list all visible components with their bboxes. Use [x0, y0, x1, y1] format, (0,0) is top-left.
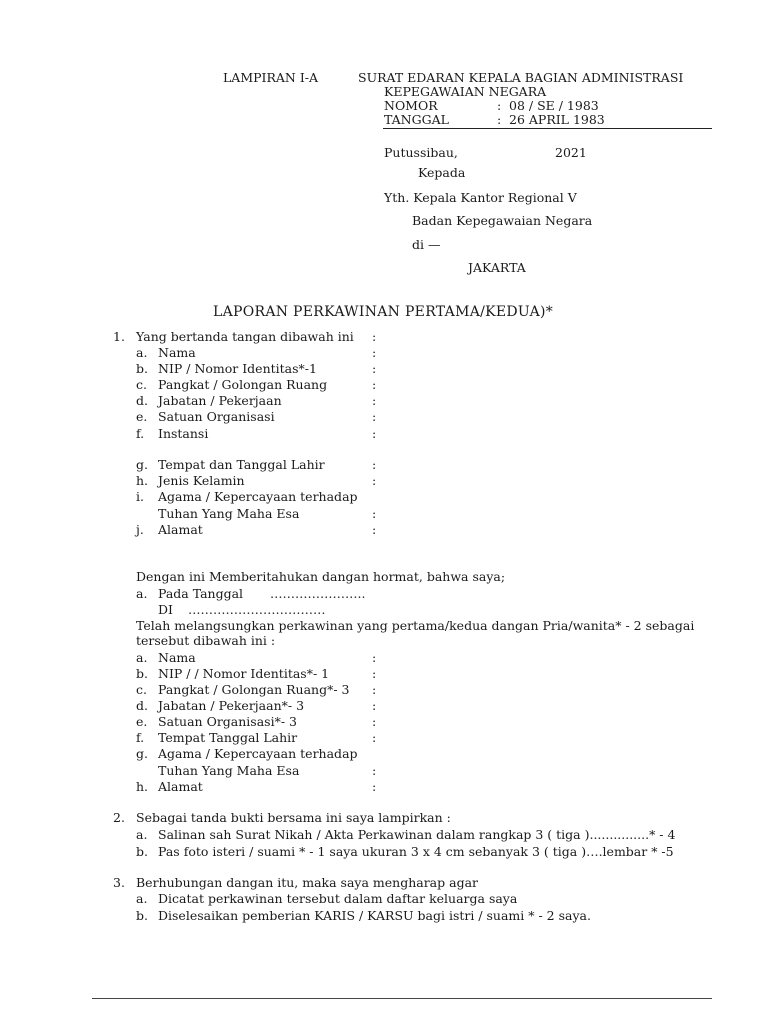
- field-label: Pangkat / Golongan Ruang*- 3: [158, 682, 350, 697]
- section1-colon: :: [372, 329, 377, 344]
- lampiran-label: LAMPIRAN I-A: [223, 70, 319, 85]
- attachment-letter: b.: [136, 844, 148, 859]
- header-divider: [383, 128, 712, 129]
- request-item: Dicatat perkawinan tersebut dalam daftar keluarga saya: [158, 891, 518, 906]
- field-letter: g.: [136, 746, 148, 761]
- field-letter: j.: [136, 522, 144, 537]
- request-letter: a.: [136, 891, 148, 906]
- nomor-separator: :: [497, 98, 502, 113]
- field-label: Tempat Tanggal Lahir: [158, 730, 298, 745]
- field-label: Jabatan / Pekerjaan: [158, 393, 282, 408]
- field-letter: f.: [136, 426, 145, 441]
- tanggal-separator: :: [497, 112, 502, 127]
- field-letter: f.: [136, 730, 145, 745]
- pada-tanggal-dots: …………………..: [270, 586, 366, 601]
- field-colon: :: [372, 393, 377, 408]
- field-colon: :: [372, 426, 377, 441]
- field-letter: a.: [136, 650, 148, 665]
- section1-intro: Yang bertanda tangan dibawah ini: [136, 329, 354, 344]
- field-label: Tempat dan Tanggal Lahir: [158, 457, 325, 472]
- field-colon: :: [372, 377, 377, 392]
- field-label: Jabatan / Pekerjaan*- 3: [158, 698, 305, 713]
- pada-tanggal-label: Pada Tanggal: [158, 586, 244, 601]
- footer-divider: [92, 998, 712, 999]
- field-letter: e.: [136, 409, 148, 424]
- field-colon: :: [372, 473, 377, 488]
- field-letter: c.: [136, 682, 147, 697]
- field-colon: :: [372, 409, 377, 424]
- field-letter: b.: [136, 666, 148, 681]
- field-label: Satuan Organisasi: [158, 409, 275, 424]
- agency-line: Badan Kepegawaian Negara: [412, 213, 593, 228]
- field-colon: :: [372, 698, 377, 713]
- notice-line2: tersebut dibawah ini :: [136, 633, 276, 648]
- field-letter: d.: [136, 393, 148, 408]
- field-colon: :: [372, 682, 377, 697]
- field-colon: :: [372, 522, 377, 537]
- year-label: 2021: [555, 145, 587, 160]
- field-letter: g.: [136, 457, 148, 472]
- kepada-label: Kepada: [418, 165, 466, 180]
- field-label: Nama: [158, 650, 196, 665]
- field-colon: :: [372, 714, 377, 729]
- field-label: Instansi: [158, 426, 209, 441]
- di-line: di —: [412, 237, 441, 252]
- di-label: DI: [158, 602, 173, 617]
- section3-number: 3.: [113, 875, 125, 890]
- tanggal-label: TANGGAL: [384, 112, 449, 127]
- nomor-label: NOMOR: [384, 98, 438, 113]
- notice-a-letter: a.: [136, 586, 148, 601]
- di-dots: ……………………………: [188, 602, 326, 617]
- surat-edaran-line1: SURAT EDARAN KEPALA BAGIAN ADMINISTRASI: [358, 70, 684, 85]
- field-label: Alamat: [158, 779, 203, 794]
- field-colon: :: [372, 763, 377, 778]
- field-letter: i.: [136, 489, 144, 504]
- field-label: Jenis Kelamin: [158, 473, 245, 488]
- section2-intro: Sebagai tanda bukti bersama ini saya lampirkan :: [136, 810, 451, 825]
- field-label: NIP / / Nomor Identitas*- 1: [158, 666, 330, 681]
- field-colon: :: [372, 730, 377, 745]
- request-letter: b.: [136, 908, 148, 923]
- field-colon: :: [372, 650, 377, 665]
- tanggal-value: 26 APRIL 1983: [509, 112, 605, 127]
- field-colon: :: [372, 779, 377, 794]
- field-letter: a.: [136, 345, 148, 360]
- attachment-item: Salinan sah Surat Nikah / Akta Perkawinan dalam rangkap 3 ( tiga )...............* - 4: [158, 827, 676, 842]
- field-label: Alamat: [158, 522, 203, 537]
- field-label: Pangkat / Golongan Ruang: [158, 377, 328, 392]
- field-label: Agama / Kepercayaan terhadap: [158, 489, 358, 504]
- notice-line1: Telah melangsungkan perkawinan yang pertama/kedua dangan Pria/wanita* - 2 sebagai: [136, 618, 695, 633]
- field-letter: c.: [136, 377, 147, 392]
- field-letter: h.: [136, 779, 149, 794]
- field-label: Nama: [158, 345, 196, 360]
- field-colon: :: [372, 457, 377, 472]
- field-letter: h.: [136, 473, 149, 488]
- field-letter: e.: [136, 714, 148, 729]
- field-label: Tuhan Yang Maha Esa: [158, 763, 300, 778]
- attachment-letter: a.: [136, 827, 148, 842]
- field-colon: :: [372, 345, 377, 360]
- field-label: Satuan Organisasi*- 3: [158, 714, 297, 729]
- notice-intro: Dengan ini Memberitahukan dangan hormat, bahwa saya;: [136, 569, 506, 584]
- surat-edaran-line2: KEPEGAWAIAN NEGARA: [384, 84, 547, 99]
- nomor-value: 08 / SE / 1983: [509, 98, 599, 113]
- section2-number: 2.: [113, 810, 125, 825]
- city-line: JAKARTA: [468, 260, 526, 275]
- field-letter: d.: [136, 698, 148, 713]
- field-colon: :: [372, 506, 377, 521]
- field-label: NIP / Nomor Identitas*-1: [158, 361, 317, 376]
- field-letter: b.: [136, 361, 148, 376]
- field-colon: :: [372, 666, 377, 681]
- section1-number: 1.: [113, 329, 125, 344]
- request-item: Diselesaikan pemberian KARIS / KARSU bagi istri / suami * - 2 saya.: [158, 908, 591, 923]
- attachment-item: Pas foto isteri / suami * - 1 saya ukuran 3 x 4 cm sebanyak 3 ( tiga )….lembar * -5: [158, 844, 674, 859]
- recipient-line: Yth. Kepala Kantor Regional V: [384, 190, 577, 205]
- report-title: LAPORAN PERKAWINAN PERTAMA/KEDUA)*: [213, 304, 554, 320]
- section3-intro: Berhubungan dangan itu, maka saya mengharap agar: [136, 875, 478, 890]
- place-label: Putussibau,: [384, 145, 458, 160]
- field-label: Agama / Kepercayaan terhadap: [158, 746, 358, 761]
- field-label: Tuhan Yang Maha Esa: [158, 506, 300, 521]
- field-colon: :: [372, 361, 377, 376]
